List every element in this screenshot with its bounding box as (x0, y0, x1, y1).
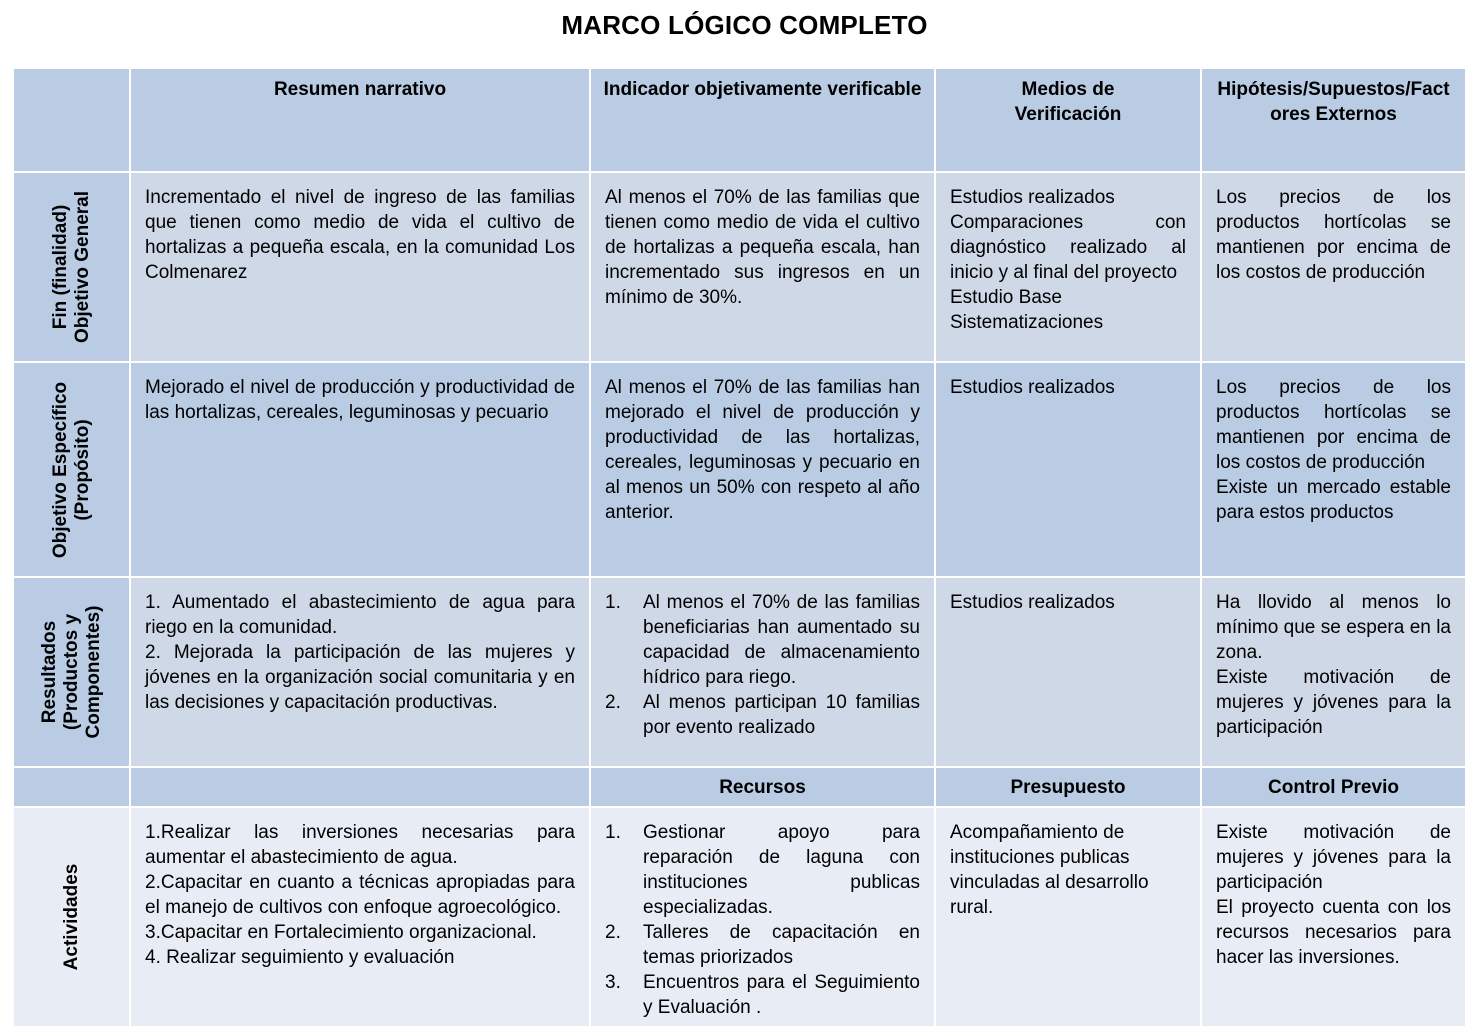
row-label-actividades-line1: Actividades (60, 863, 82, 971)
resultados-indicador-list (605, 590, 920, 740)
header-indicador (590, 68, 935, 172)
row-label-resultados (13, 577, 130, 767)
fin-hipotesis-1: Los precios de los productos hortícolas se mantienen por encima de los costos de producción (1216, 187, 1451, 283)
resultados-indicador (590, 577, 935, 767)
actividades-resumen (130, 807, 590, 1027)
row-label-resultados-line1: Resultados (38, 620, 60, 724)
objetivo-medios-1: Estudios realizados (950, 377, 1115, 398)
objetivo-resumen: Mejorado el nivel de producción y productividad de las hortalizas, cereales, leguminosas y pecuario (130, 362, 590, 577)
row-label-fin-line1: Fin (finalidad) (49, 204, 71, 330)
fin-hipotesis (1201, 172, 1466, 362)
row-label-fin (13, 172, 130, 362)
list-item-text: Al menos el 70% de las familias beneficiarias han aumentado su capacidad de almacenamiento hídrico para riego. (643, 592, 920, 688)
list-item (605, 690, 920, 740)
row-resultados (13, 577, 1466, 767)
row-objetivo-especifico (13, 362, 1466, 577)
list-item (605, 970, 920, 1020)
resultados-medios (935, 577, 1201, 767)
row-fin (13, 172, 1466, 362)
row-label-objetivo (13, 362, 130, 577)
resultados-medios-1: Estudios realizados (950, 592, 1115, 613)
fin-medios-1: Estudios realizados (950, 187, 1115, 208)
actividades-resumen-1: 1.Realizar las inversiones necesarias para aumentar el abastecimiento de agua. (145, 822, 575, 868)
resultados-resumen (130, 577, 590, 767)
page-title: MARCO LÓGICO COMPLETO (561, 10, 928, 40)
objetivo-hipotesis-1: Los precios de los productos hortícolas se mantienen por encima de los costos de producción (1216, 377, 1451, 473)
list-item-text: Gestionar apoyo para reparación de laguna con instituciones publicas especializadas. (643, 822, 920, 918)
header-resumen-narrativo: Resumen narrativo (130, 68, 590, 172)
subheader-control-previo: Control Previo (1201, 767, 1466, 807)
list-item-text: Al menos participan 10 familias por evento realizado (643, 692, 920, 738)
list-item (605, 820, 920, 920)
resultados-hipotesis-2: Existe motivación de mujeres y jóvenes para la participación (1216, 667, 1451, 738)
row-label-fin-text (50, 191, 94, 343)
actividades-resumen-4: 4. Realizar seguimiento y evaluación (145, 947, 455, 968)
actividades-recursos-list (605, 820, 920, 1020)
resultados-resumen-2: 2. Mejorada la participación de las mujeres y jóvenes en la organización social comunitaria y en las decisiones y capacitación productivas. (145, 642, 575, 713)
list-item-number: 1. (605, 822, 621, 843)
header-hipotesis-text: Hipótesis/Supuestos/Factores Externos (1217, 79, 1450, 125)
objetivo-indicador: Al menos el 70% de las familias han mejorado el nivel de producción y productividad de las hortalizas, cereales, leguminosas y pecuario en al menos un 50% con respeto al año anterior. (590, 362, 935, 577)
resultados-hipotesis-1: Ha llovido al menos lo mínimo que se espera en la zona. (1216, 592, 1451, 663)
row-label-resultados-line3: Componentes) (82, 605, 104, 739)
header-indicador-text: Indicador objetivamente verificable (603, 79, 922, 100)
corner-cell (13, 68, 130, 172)
subheader-empty-1 (13, 767, 130, 807)
subheader-row (13, 767, 1466, 807)
list-item-text: Talleres de capacitación en temas priorizados (643, 922, 920, 968)
objetivo-medios (935, 362, 1201, 577)
row-label-resultados-line2: (Productos y (60, 613, 82, 731)
row-label-objetivo-line1: Objetivo Específico (49, 381, 71, 558)
list-item-number: 3. (605, 972, 621, 993)
fin-indicador: Al menos el 70% de las familias que tienen como medio de vida el cultivo de hortalizas a pequeña escala, han incrementado sus ingresos en un mínimo de 30%. (590, 172, 935, 362)
subheader-empty-2 (130, 767, 590, 807)
fin-medios-2: Comparaciones con diagnóstico realizado al inicio y al final del proyecto (950, 212, 1186, 283)
row-label-actividades (13, 807, 130, 1027)
fin-resumen: Incrementado el nivel de ingreso de las familias que tienen como medio de vida el cultivo de hortalizas a pequeña escala, en la comunidad Los Colmenarez (130, 172, 590, 362)
objetivo-hipotesis-2: Existe un mercado estable para estos productos (1216, 477, 1451, 523)
list-item-number: 2. (605, 692, 621, 713)
actividades-resumen-2: 2.Capacitar en cuanto a técnicas apropiadas para el manejo de cultivos con enfoque agroecológico. (145, 872, 575, 918)
objetivo-hipotesis (1201, 362, 1466, 577)
actividades-presupuesto: Acompañamiento de instituciones publicas vinculadas al desarrollo rural. (935, 807, 1201, 1027)
subheader-presupuesto: Presupuesto (935, 767, 1201, 807)
logical-framework-table (12, 67, 1467, 1028)
row-label-actividades-text (61, 864, 83, 971)
row-label-objetivo-text (50, 381, 94, 557)
row-label-objetivo-line2: (Propósito) (71, 418, 93, 521)
row-label-resultados-text (39, 606, 105, 739)
actividades-control-1: Existe motivación de mujeres y jóvenes para la participación (1216, 822, 1451, 893)
actividades-control-2: El proyecto cuenta con los recursos necesarios para hacer las inversiones. (1216, 897, 1451, 968)
list-item-number: 1. (605, 592, 621, 613)
fin-medios-3: Estudio Base (950, 287, 1062, 308)
row-label-fin-line2: Objetivo General (71, 190, 93, 344)
list-item (605, 590, 920, 690)
fin-medios-4: Sistematizaciones (950, 312, 1104, 333)
subheader-recursos: Recursos (590, 767, 935, 807)
fin-medios (935, 172, 1201, 362)
row-actividades (13, 807, 1466, 1027)
resultados-hipotesis (1201, 577, 1466, 767)
resultados-resumen-1: 1. Aumentado el abastecimiento de agua para riego en la comunidad. (145, 592, 575, 638)
list-item-text: Encuentros para el Seguimiento y Evaluación . (643, 972, 920, 1018)
list-item-number: 2. (605, 922, 621, 943)
header-medios (935, 68, 1201, 172)
header-row (13, 68, 1466, 172)
header-hipotesis (1201, 68, 1466, 172)
actividades-control-previo (1201, 807, 1466, 1027)
actividades-recursos (590, 807, 935, 1027)
header-medios-text: Medios de Verificación (1014, 79, 1122, 125)
list-item (605, 920, 920, 970)
actividades-resumen-3: 3.Capacitar en Fortalecimiento organizacional. (145, 922, 537, 943)
